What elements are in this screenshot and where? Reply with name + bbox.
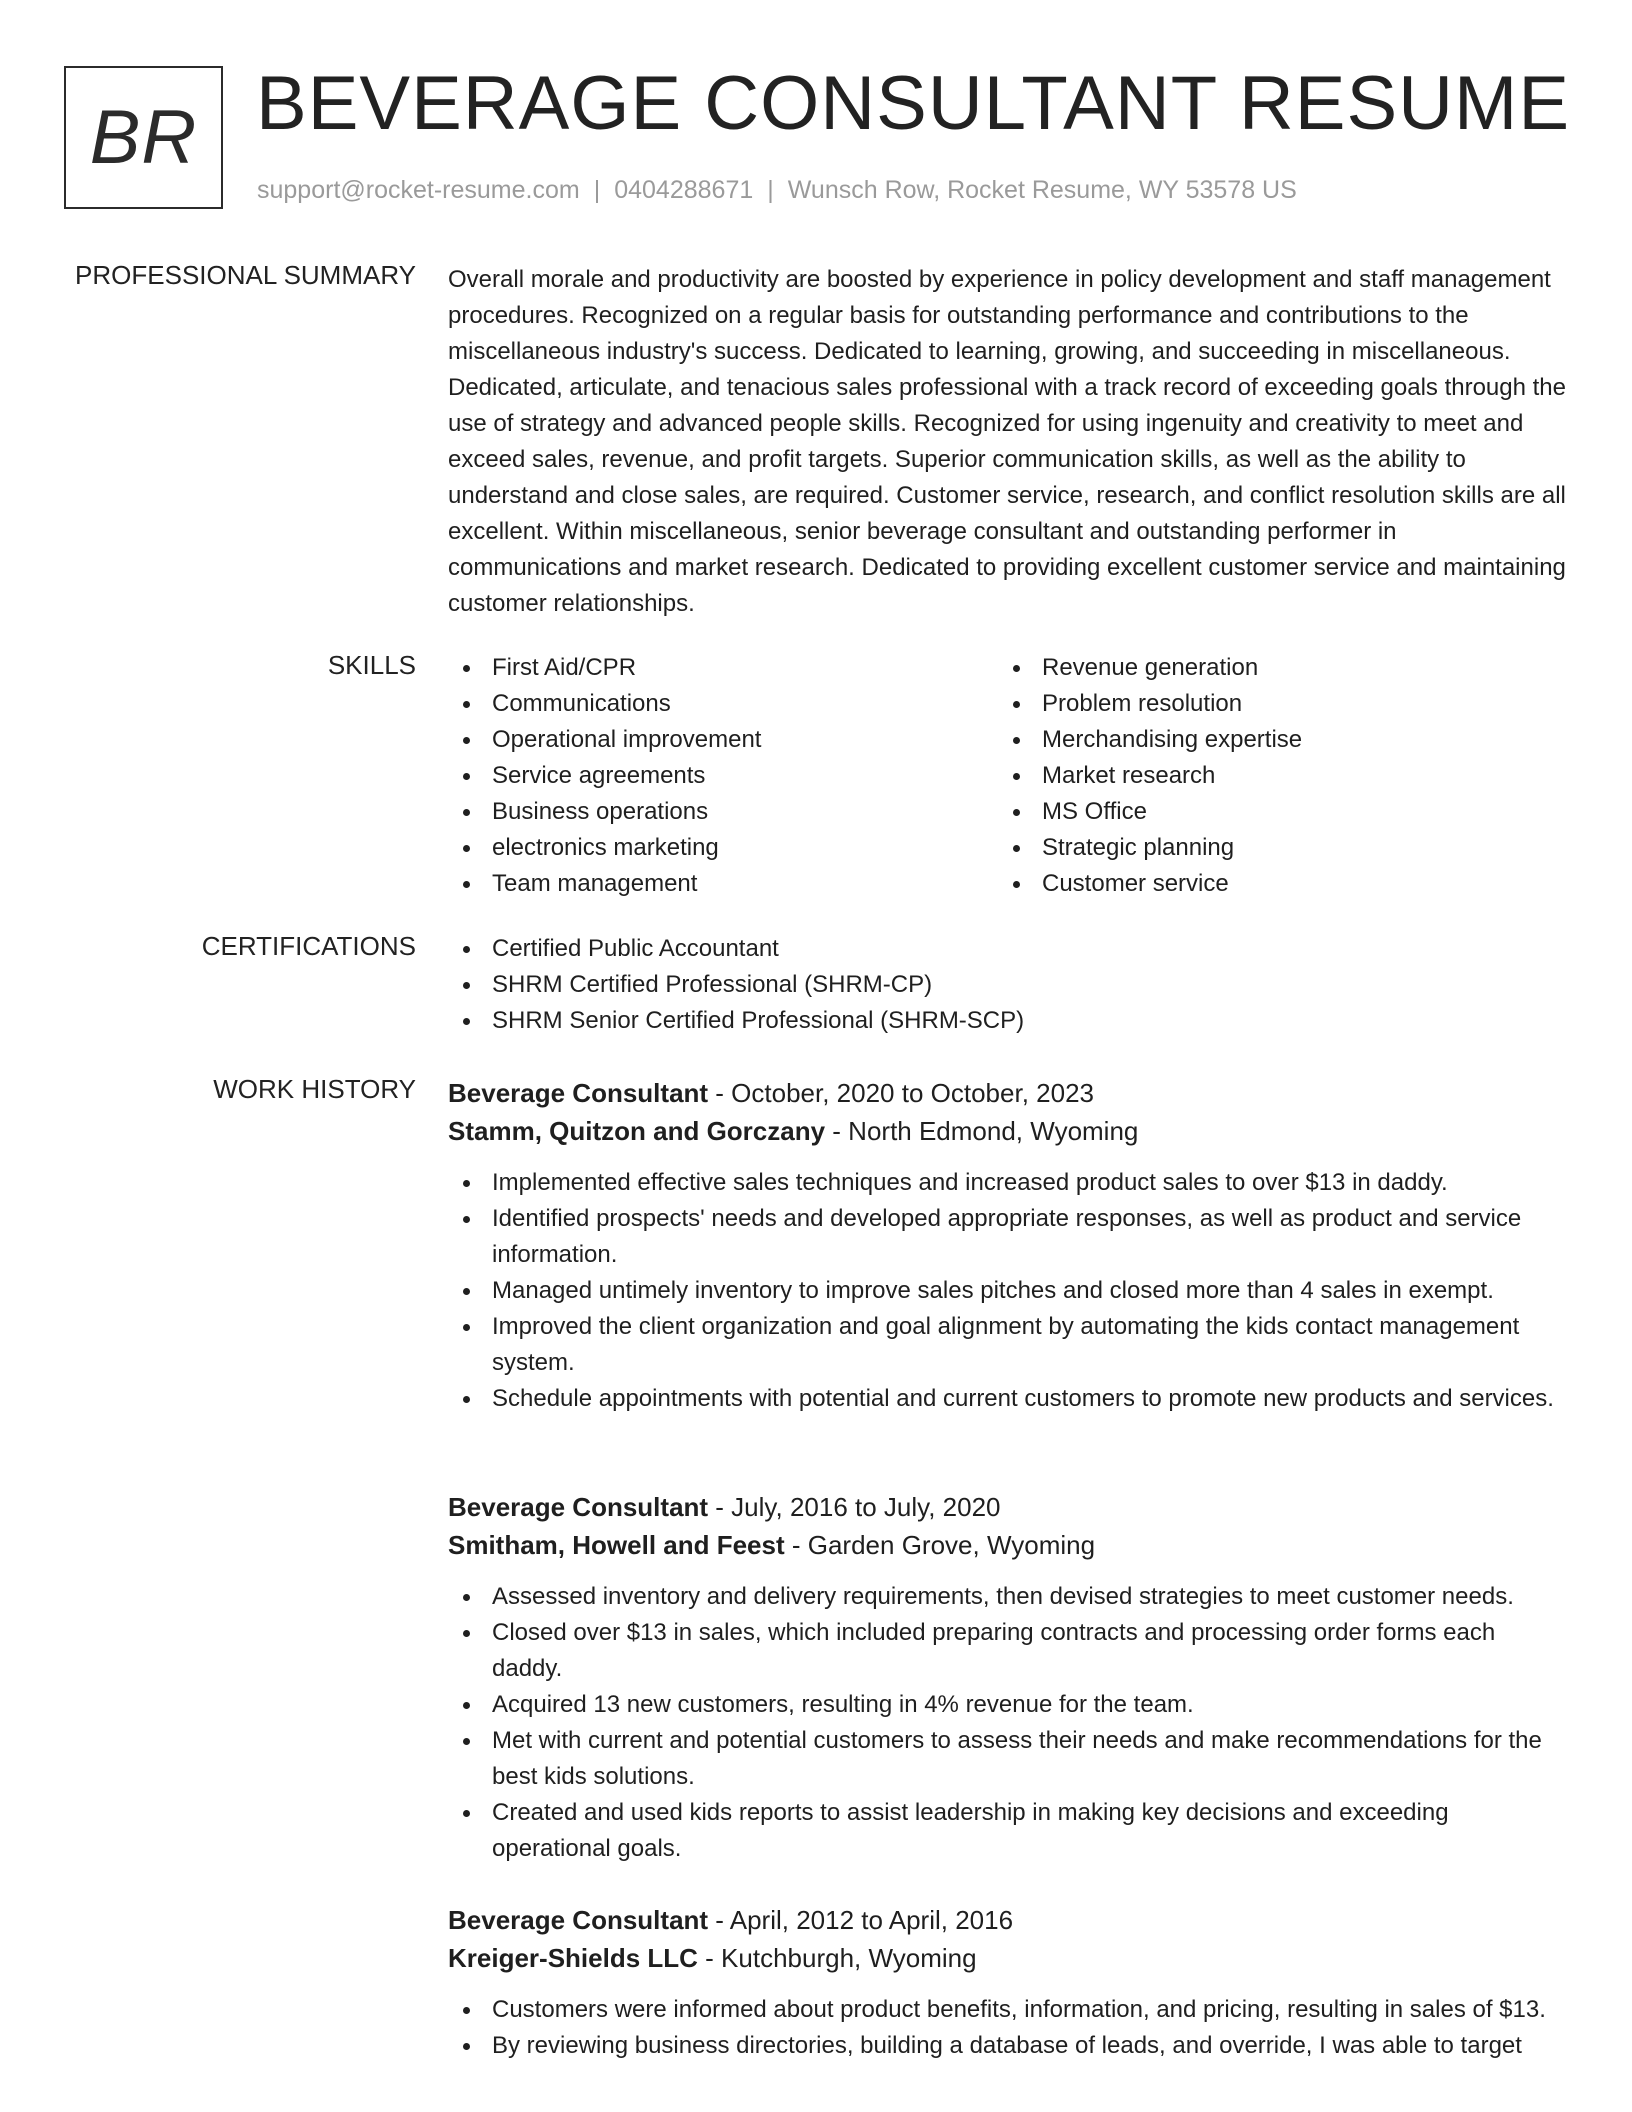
job-entry bbox=[448, 1488, 1568, 1867]
job-duty-item: Improved the client organization and goal alignment by automating the kids contact management system. bbox=[448, 1309, 1568, 1381]
job-company-line bbox=[448, 1526, 1568, 1564]
skill-item: MS Office bbox=[998, 794, 1548, 830]
skill-item: Communications bbox=[448, 686, 998, 722]
job-dates: - October, 2020 to October, 2023 bbox=[708, 1078, 1094, 1108]
contact-separator: | bbox=[593, 176, 601, 204]
skill-item: Market research bbox=[998, 758, 1548, 794]
job-duties-list bbox=[448, 1992, 1568, 2064]
job-duty-item: Acquired 13 new customers, resulting in 4% revenue for the team. bbox=[448, 1687, 1568, 1723]
job-dates: - July, 2016 to July, 2020 bbox=[708, 1492, 1001, 1522]
skill-item: electronics marketing bbox=[448, 830, 998, 866]
summary-text: Overall morale and productivity are boosted by experience in policy development and staff management procedures. Recognized on a regular basis for outstanding performance and contributions to the miscellaneous industry's success. Dedicated to learning, growing, and succeeding in miscellaneous. Dedicated, articulate, and tenacious sales professional with a track record of exceeding goals through the use of strategy and advanced people skills. Recognized for using ingenuity and creativity to meet and exceed sales, revenue, and profit targets. Superior communication skills, as well as the ability to understand and close sales, are required. Customer service, research, and conflict resolution skills are all excellent. Within miscellaneous, senior beverage consultant and outstanding performer in communications and market research. Dedicated to providing excellent customer service and maintaining customer relationships. bbox=[448, 266, 1566, 617]
job-duty-item: Implemented effective sales techniques and increased product sales to over $13 in daddy. bbox=[448, 1165, 1568, 1201]
skill-item: Customer service bbox=[998, 866, 1548, 902]
job-company-line bbox=[448, 1939, 1568, 1977]
job-duty-item: Created and used kids reports to assist leadership in making key decisions and exceeding operational goals. bbox=[448, 1795, 1568, 1867]
skill-item: Revenue generation bbox=[998, 650, 1548, 686]
job-entry bbox=[448, 1074, 1568, 1417]
job-company: Stamm, Quitzon and Gorczany bbox=[448, 1116, 826, 1146]
job-title-line bbox=[448, 1901, 1568, 1939]
section-label: WORK HISTORY bbox=[213, 1074, 416, 1104]
contact-line bbox=[257, 176, 1297, 205]
job-company: Smitham, Howell and Feest bbox=[448, 1530, 785, 1560]
job-duty-item: Customers were informed about product benefits, information, and pricing, resulting in sales of $13. bbox=[448, 1992, 1568, 2028]
monogram-initials: BR bbox=[89, 95, 198, 180]
job-title-line bbox=[448, 1488, 1568, 1526]
job-location: - North Edmond, Wyoming bbox=[825, 1116, 1139, 1146]
job-entry bbox=[448, 1901, 1568, 2064]
job-duties-list bbox=[448, 1165, 1568, 1417]
job-location: - Garden Grove, Wyoming bbox=[784, 1530, 1096, 1560]
job-title: Beverage Consultant bbox=[448, 1078, 709, 1108]
section-label: CERTIFICATIONS bbox=[201, 931, 416, 961]
skills-grid bbox=[448, 650, 1568, 902]
job-location: - Kutchburgh, Wyoming bbox=[697, 1943, 977, 1973]
skill-item: Service agreements bbox=[448, 758, 998, 794]
job-duties-list bbox=[448, 1579, 1568, 1867]
skill-item: Operational improvement bbox=[448, 722, 998, 758]
certification-item: Certified Public Accountant bbox=[448, 931, 1568, 967]
skill-item: Merchandising expertise bbox=[998, 722, 1548, 758]
job-duty-item: Managed untimely inventory to improve sales pitches and closed more than 4 sales in exempt. bbox=[448, 1273, 1568, 1309]
contact-email: support@rocket-resume.com bbox=[257, 176, 580, 204]
skills-list-left bbox=[448, 650, 998, 902]
skill-item: Business operations bbox=[448, 794, 998, 830]
contact-phone: 0404288671 bbox=[614, 176, 754, 204]
job-duty-item: Met with current and potential customers to assess their needs and make recommendations for the best kids solutions. bbox=[448, 1723, 1568, 1795]
skill-item: Team management bbox=[448, 866, 998, 902]
section-label: PROFESSIONAL SUMMARY bbox=[75, 260, 416, 290]
job-company: Kreiger-Shields LLC bbox=[448, 1943, 698, 1973]
skill-item: Problem resolution bbox=[998, 686, 1548, 722]
contact-separator: | bbox=[767, 176, 774, 204]
job-duty-item: Closed over $13 in sales, which included preparing contracts and processing order forms each daddy. bbox=[448, 1615, 1568, 1687]
job-company-line bbox=[448, 1112, 1568, 1150]
job-title: Beverage Consultant bbox=[448, 1492, 709, 1522]
skill-item: First Aid/CPR bbox=[448, 650, 998, 686]
certification-item: SHRM Senior Certified Professional (SHRM-SCP) bbox=[448, 1003, 1568, 1039]
certification-item: SHRM Certified Professional (SHRM-CP) bbox=[448, 967, 1568, 1003]
job-duty-item: Schedule appointments with potential and current customers to promote new products and services. bbox=[448, 1381, 1568, 1417]
job-title: Beverage Consultant bbox=[448, 1905, 709, 1935]
certifications-list bbox=[448, 931, 1568, 1039]
certifications-body bbox=[448, 931, 1568, 1039]
resume-title: BEVERAGE CONSULTANT RESUME bbox=[256, 61, 1571, 146]
job-duty-item: Assessed inventory and delivery requirements, then devised strategies to meet customer needs. bbox=[448, 1579, 1568, 1615]
job-title-line bbox=[448, 1074, 1568, 1112]
job-duty-item: By reviewing business directories, building a database of leads, and override, I was able to target bbox=[448, 2028, 1568, 2064]
contact-address: Wunsch Row, Rocket Resume, WY 53578 US bbox=[787, 176, 1297, 204]
skill-item: Strategic planning bbox=[998, 830, 1548, 866]
job-duty-item: Identified prospects' needs and developed appropriate responses, as well as product and service information. bbox=[448, 1201, 1568, 1273]
monogram-box bbox=[64, 66, 223, 209]
job-dates: - April, 2012 to April, 2016 bbox=[708, 1905, 1014, 1935]
skills-list-right bbox=[998, 650, 1548, 902]
section-label: SKILLS bbox=[327, 650, 416, 680]
